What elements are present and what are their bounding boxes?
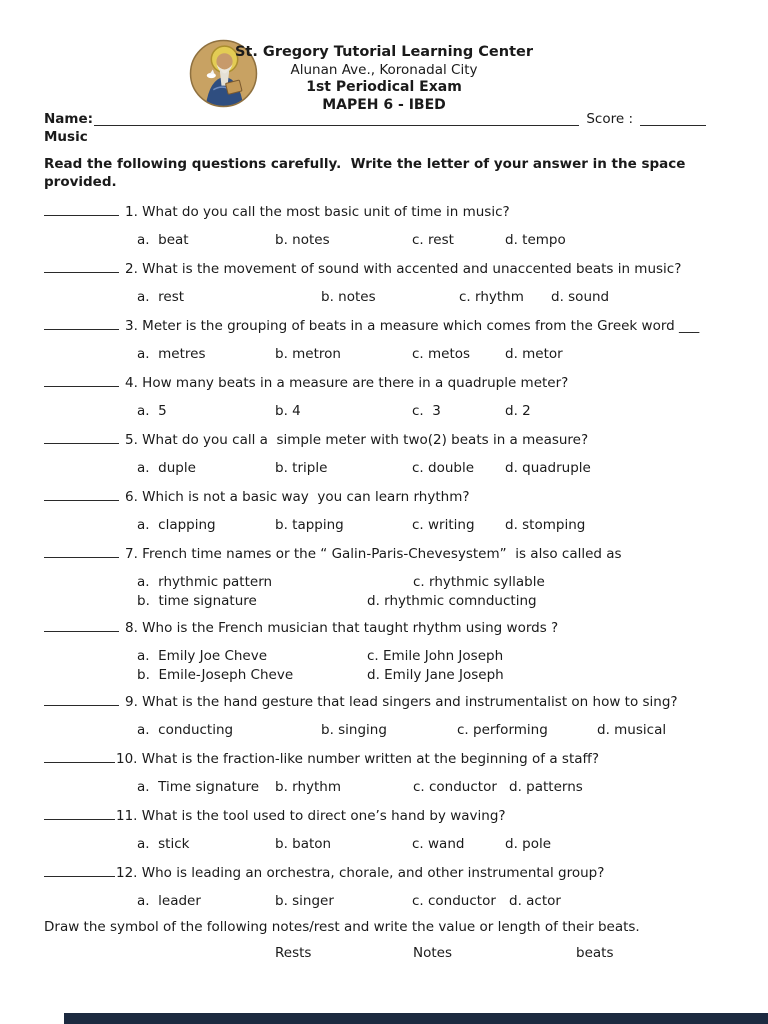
question-line	[44, 545, 622, 563]
question-text: 8. Who is the French musician that taught rhythm using words ?	[125, 620, 559, 636]
name-label: Name:	[44, 111, 94, 127]
option: d. musical	[597, 722, 667, 738]
option: a. duple	[137, 460, 196, 476]
question-text: 10. What is the fraction-like number written at the beginning of a staff?	[116, 751, 599, 767]
exam-subject: MAPEH 6 - IBED	[322, 96, 446, 113]
answer-blank	[44, 260, 119, 273]
answer-blank	[44, 864, 115, 877]
question-text: 11. What is the tool used to direct one’s hand by waving?	[116, 808, 506, 824]
question-line	[44, 488, 470, 506]
option: d. patterns	[509, 779, 583, 795]
option: b. notes	[275, 232, 330, 248]
answer-blank	[44, 488, 119, 501]
symbol-table-headers	[0, 945, 768, 963]
next-page-edge	[64, 1013, 768, 1024]
option: c. wand	[412, 836, 465, 852]
question-line	[44, 693, 678, 711]
options-row	[0, 403, 768, 421]
symbol-column-header: Rests	[275, 945, 312, 961]
question-line	[44, 260, 681, 278]
options-row	[0, 893, 768, 911]
option: d. tempo	[505, 232, 566, 248]
question-text: 2. What is the movement of sound with accented and unaccented beats in music?	[125, 261, 682, 277]
option: c. rhythm	[459, 289, 524, 305]
options-row	[0, 648, 768, 666]
option: c. 3	[412, 403, 441, 419]
question-text: 7. French time names or the “ Galin-Paris-Chevesystem” is also called as	[125, 546, 622, 562]
option: d. actor	[509, 893, 561, 909]
option: c. Emile John Joseph	[367, 648, 504, 664]
question-text: 1. What do you call the most basic unit of time in music?	[125, 204, 510, 220]
option: c. double	[412, 460, 475, 476]
option: d. rhythmic comnducting	[367, 593, 537, 609]
answer-blank	[44, 317, 119, 330]
option: b. Emile-Joseph Cheve	[137, 667, 294, 683]
option: a. rest	[137, 289, 185, 305]
question-line	[44, 750, 599, 768]
option: a. Emily Joe Cheve	[137, 648, 268, 664]
option: b. tapping	[275, 517, 344, 533]
option: c. conductor	[412, 893, 496, 909]
question-line	[44, 864, 604, 882]
option: a. Time signature	[137, 779, 260, 795]
option: b. metron	[275, 346, 341, 362]
option: b. singing	[321, 722, 387, 738]
option: b. time signature	[137, 593, 257, 609]
answer-blank	[44, 807, 115, 820]
option: b. baton	[275, 836, 332, 852]
option: d. pole	[505, 836, 552, 852]
option: b. notes	[321, 289, 376, 305]
question-line	[44, 619, 558, 637]
question-text: 9. What is the hand gesture that lead singers and instrumentalist on how to sing?	[125, 694, 678, 710]
options-row	[0, 836, 768, 854]
option: b. triple	[275, 460, 328, 476]
symbol-column-header: Notes	[413, 945, 452, 961]
section-label: Music	[44, 129, 88, 145]
options-row	[0, 722, 768, 740]
option: a. rhythmic pattern	[137, 574, 273, 590]
answer-blank	[44, 750, 115, 763]
school-address: Alunan Ave., Koronadal City	[290, 61, 478, 78]
answer-blank	[44, 619, 119, 632]
options-row	[0, 517, 768, 535]
options-row	[0, 574, 768, 592]
symbol-column-header: beats	[576, 945, 614, 961]
question-line	[44, 203, 510, 221]
options-row	[0, 232, 768, 250]
options-row	[0, 346, 768, 364]
question-text: 6. Which is not a basic way you can learn rhythm?	[125, 489, 470, 505]
answer-blank	[44, 431, 119, 444]
question-line	[44, 431, 588, 449]
options-row	[0, 289, 768, 307]
answer-blank	[44, 693, 119, 706]
question-text: 4. How many beats in a measure are there in a quadruple meter?	[125, 375, 569, 391]
option: a. stick	[137, 836, 190, 852]
option: a. conducting	[137, 722, 234, 738]
option: d. metor	[505, 346, 563, 362]
exam-title: 1st Periodical Exam	[306, 79, 462, 95]
options-row	[0, 460, 768, 478]
option: c. writing	[412, 517, 475, 533]
test-instructions: Read the following questions carefully. Write the letter of your answer in the space provided.	[44, 156, 691, 190]
answer-blank	[44, 545, 119, 558]
option: c. conductor	[413, 779, 497, 795]
option: d. sound	[551, 289, 610, 305]
option: d. stomping	[505, 517, 586, 533]
answer-blank	[44, 374, 119, 387]
question-line	[44, 807, 506, 825]
question-text: 5. What do you call a simple meter with two(2) beats in a measure?	[125, 432, 589, 448]
option: b. rhythm	[275, 779, 342, 795]
option: a. leader	[137, 893, 201, 909]
option: b. singer	[275, 893, 334, 909]
option: a. metres	[137, 346, 206, 362]
question-line	[44, 317, 699, 335]
options-row	[0, 667, 768, 685]
option: c. performing	[457, 722, 548, 738]
answer-blank	[44, 203, 119, 216]
option: d. 2	[505, 403, 531, 419]
option: a. clapping	[137, 517, 216, 533]
option: b. 4	[275, 403, 301, 419]
draw-instruction: Draw the symbol of the following notes/rest and write the value or length of their beats.	[44, 919, 640, 935]
option: c. metos	[412, 346, 471, 362]
option: c. rhythmic syllable	[413, 574, 545, 590]
options-row	[0, 779, 768, 797]
option: d. Emily Jane Joseph	[367, 667, 504, 683]
school-name: St. Gregory Tutorial Learning Center	[234, 44, 533, 60]
question-text: 3. Meter is the grouping of beats in a measure which comes from the Greek word ___	[125, 318, 700, 334]
option: d. quadruple	[505, 460, 591, 476]
score-label: Score :	[586, 111, 633, 127]
options-row	[0, 593, 768, 611]
question-text: 12. Who is leading an orchestra, chorale, and other instrumental group?	[116, 865, 605, 881]
option: a. beat	[137, 232, 189, 248]
option: c. rest	[412, 232, 454, 248]
option: a. 5	[137, 403, 167, 419]
question-line	[44, 374, 568, 392]
